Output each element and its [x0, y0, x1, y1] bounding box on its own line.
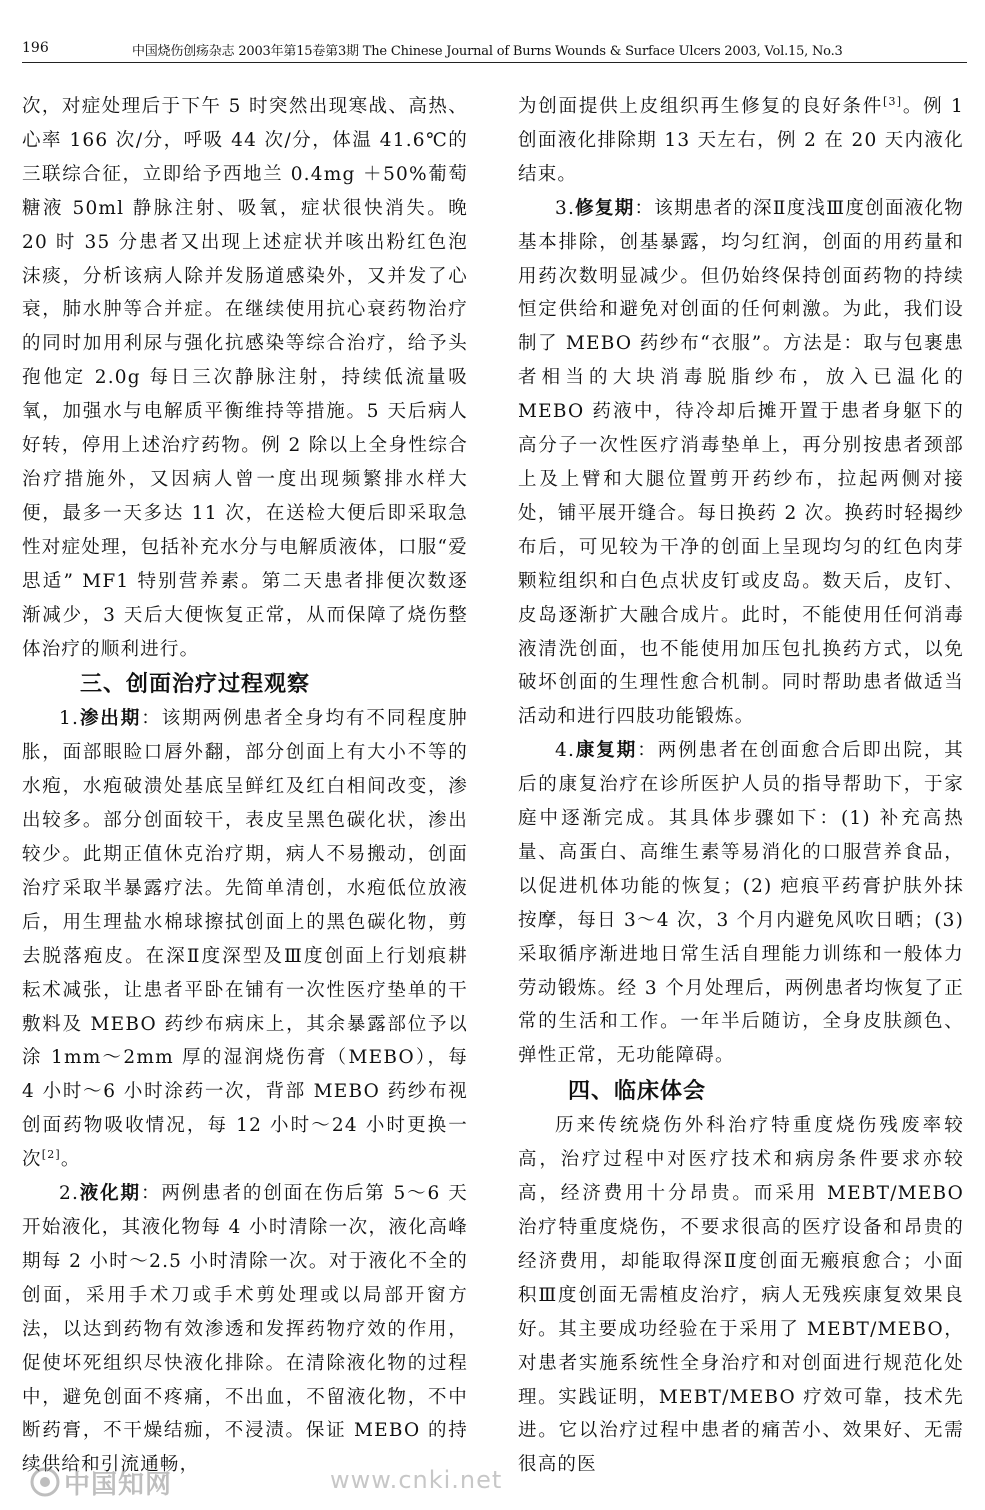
- item-text: ：该期两例患者全身均有不同程度肿胀，面部眼睑口唇外翻，部分创面上有大小不等的水疱，水疱破溃处基底呈鲜红及红白相间改变，渗出较多。部分创面较干，表皮呈黑色碳化状，渗出较少。此期正值休克治疗期，病人不易搬动，创面治疗采取半暴露疗法。先简单清创，水疱低位放液后，用生理盐水棉球擦拭创面上的黑色碳化物，剪去脱落疱皮。在深Ⅱ度深型及Ⅲ度创面上行划痕耕耘术减张，让患者平卧在铺有一次性医疗垫单的干敷料及 MEBO 药纱布病床上，其余暴露部位予以涂 1mm～2mm 厚的湿润烧伤膏（MEBO），每 4 小时～6 小时涂药一次，背部 MEBO 药纱布视创面药物吸收情况，每 12 小时～24 小时更换一次: [22, 708, 468, 1171]
- item-number: 2.: [59, 1183, 80, 1205]
- subheading-recovery: 康复期: [575, 740, 638, 762]
- paragraph-clinical-experience: 历来传统烧伤外科治疗特重度烧伤残废率较高，治疗过程中对医疗技术和病房条件要求亦较高，经济费用十分昂贵。而采用 MEBT/MEBO 治疗特重度烧伤，不要求很高的医疗设备和昂贵的经济费用，却能取得深Ⅱ度创面无瘢痕愈合；小面积Ⅲ度创面无需植皮治疗，病人无残疾康复效果良好。其主要成功经验在于采用了 MEBT/MEBO，对患者实施系统性全身治疗和对创面进行规范化处理。实践证明，MEBT/MEBO 疗效可靠，技术先进。它以治疗过程中患者的痛苦小、效果好、无需很高的医: [518, 1115, 964, 1476]
- left-column: [22, 90, 468, 1482]
- watermark-url: www.cnki.net: [330, 1466, 503, 1494]
- paragraph-repair-stage: [518, 192, 964, 735]
- journal-citation-line: 中国烧伤创疡杂志 2003年第15卷第3期 The Chinese Journal of Burns Wounds & Surface Ulcers 2003, Vol.15, No.3: [132, 44, 843, 59]
- item-number: 3.: [555, 197, 576, 219]
- subheading-exudation: 渗出期: [79, 708, 142, 730]
- right-column: [518, 90, 964, 1482]
- watermark-text: 中国知网: [64, 1469, 173, 1500]
- running-header: [22, 40, 967, 63]
- citation-ref: [3]: [883, 94, 903, 108]
- citation-ref: [2]: [41, 1148, 61, 1162]
- continued-text-2: 。例 1 创面液化排除期 13 天左右，例 2 在 20 天内液化结束。: [518, 96, 965, 185]
- item-text: ：两例患者在创面愈合后即出院，其后的康复治疗在诊所医护人员的指导帮助下，于家庭中逐渐完成。其具体步骤如下：(1) 补充高热量、高蛋白、高维生素等易消化的口服营养食品，以促进机体功能的恢复；(2) 疤痕平药膏护肤外抹按摩，每日 3～4 次，3 个月内避免风吹日晒；(3) 采取循序渐进地日常生活自理能力训练和一般体力劳动锻炼。经 3 个月处理后，两例患者均恢复了正常的生活和工作。一年半后随访，全身皮肤颜色、弹性正常，无功能障碍。: [518, 740, 964, 1067]
- item-number: 1.: [59, 708, 80, 730]
- section-heading-3: 三、创面治疗过程观察: [80, 672, 311, 698]
- paragraph-continued: 次，对症处理后于下午 5 时突然出现寒战、高热、心率 166 次/分，呼吸 44 次/分，体温 41.6℃的三联综合征，立即给予西地兰 0.4mg ＋50%葡萄糖液 50ml 静脉注射、吸氧，症状很快消失。晚 20 时 35 分患者又出现上述症状并咳出粉红色泡沫痰，分析该病人除并发肠道感染外，又并发了心衰，肺水肿等合并症。在继续使用抗心衰药物治疗的同时加用利尿与强化抗感染等综合治疗，给予头孢他定 2.0g 每日三次静脉注射，持续低流量吸氧，加强水与电解质平衡维持等措施。5 天后病人好转，停用上述治疗药物。例 2 除以上全身性综合治疗措施外，又因病人曾一度出现频繁排水样大便，最多一天多达 11 次，在送检大便后即采取急性对症处理，包括补充水分与电解质液体，口服“爱思适” MF1 特别营养素。第二天患者排便次数逐渐减少，3 天后大便恢复正常，从而保障了烧伤整体治疗的顺利进行。: [22, 96, 468, 660]
- subheading-liquefaction: 液化期: [79, 1183, 141, 1205]
- paragraph-recovery-stage: [518, 734, 964, 1073]
- continued-text: 为创面提供上皮组织再生修复的良好条件: [518, 96, 884, 117]
- item-number: 4.: [555, 740, 576, 762]
- paragraph-continued: [518, 90, 964, 192]
- section-heading-4: 四、临床体会: [568, 1079, 707, 1105]
- item-text-end: 。: [60, 1149, 81, 1171]
- subheading-repair: 修复期: [575, 197, 635, 219]
- paragraph-liquefaction-stage: [22, 1177, 468, 1482]
- item-text: ：两例患者的创面在伤后第 5～6 天开始液化，其液化物每 4 小时清除一次，液化高峰期每 2 小时～2.5 小时清除一次。对于液化不全的创面，采用手术刀或手术剪处理或以局部开窗方法，以达到药物有效渗透和发挥药物疗效的作用，促使坏死组织尽快液化排除。在清除液化物的过程中，避免创面不疼痛，不出血，不留液化物，不中断药膏，不干燥结痂，不浸渍。保证 MEBO 的持续供给和引流通畅，: [22, 1183, 468, 1476]
- item-text: ：该期患者的深Ⅱ度浅Ⅲ度创面液化物基本排除，创基暴露，均匀红润，创面的用药量和用药次数明显减少。但仍始终保持创面药物的持续恒定供给和避免对创面的任何刺激。为此，我们设制了 MEBO 药纱布“衣服”。方法是：取与包裹患者相当的大块消毒脱脂纱布，放入已温化的 MEBO 药液中，待冷却后摊开置于患者身躯下的高分子一次性医疗消毒垫单上，再分别按患者颈部上及上臂和大腿位置剪开药纱布，拉起两侧对接处，铺平展开缝合。每日换药 2 次。换药时轻揭纱布后，可见较为干净的创面上呈现均匀的红色肉芽颗粒组织和白色点状皮钉或皮岛。数天后，皮钉、皮岛逐渐扩大融合成片。此时，不能使用任何消毒液清洗创面，也不能使用加压包扎换药方式，以免破坏创面的生理性愈合机制。同时帮助患者做适当活动和进行四肢功能锻炼。: [518, 197, 964, 728]
- page-number: 196: [22, 40, 49, 56]
- paragraph-exudation-stage: [22, 702, 468, 1177]
